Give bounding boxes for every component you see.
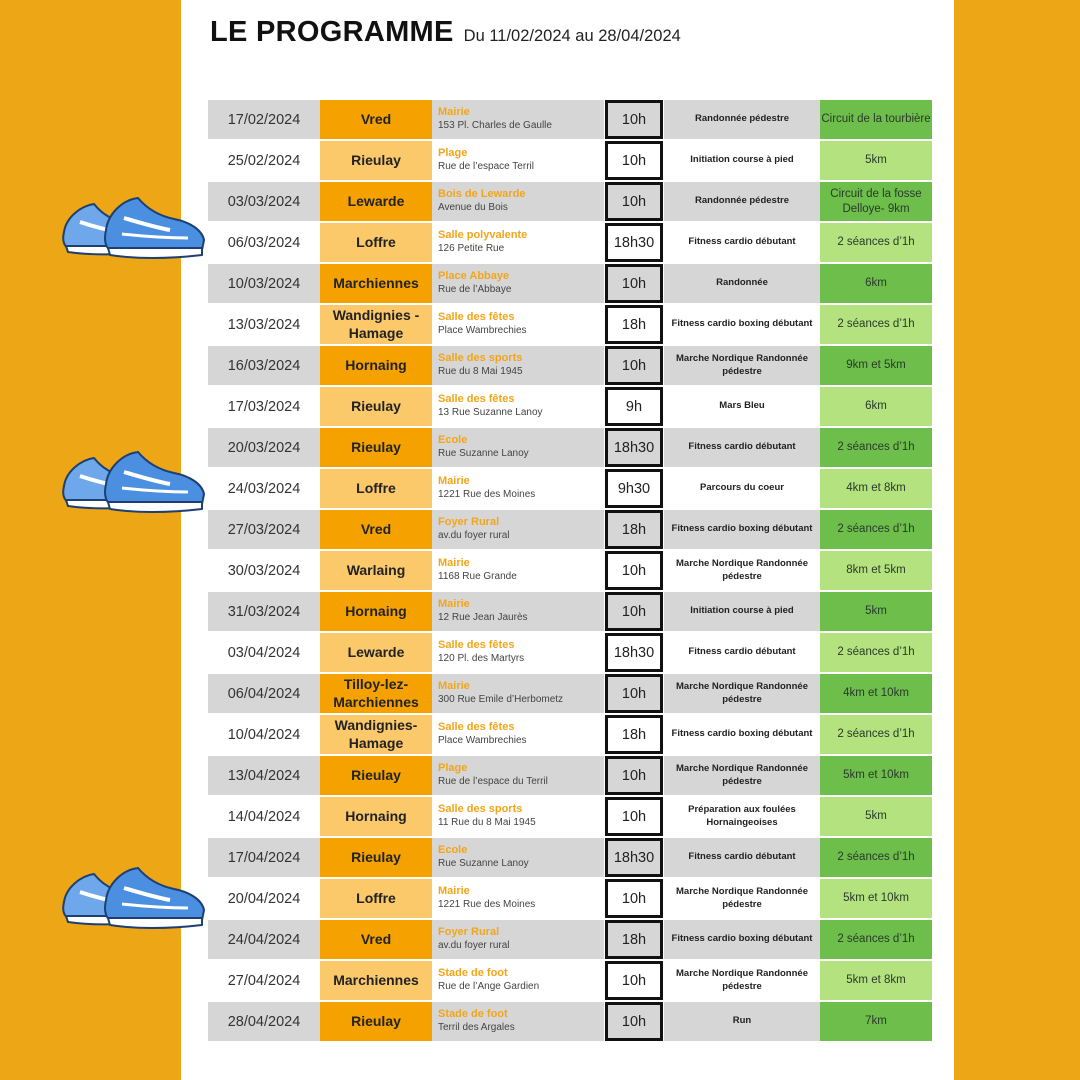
event-date: 20/04/2024 bbox=[208, 879, 320, 918]
event-detail: 5km bbox=[820, 141, 932, 180]
event-location bbox=[432, 756, 604, 795]
event-time: 10h bbox=[605, 1002, 663, 1041]
event-date: 17/03/2024 bbox=[208, 387, 320, 426]
event-time-cell bbox=[604, 182, 664, 221]
table-row bbox=[208, 961, 932, 1000]
schedule-table bbox=[208, 98, 932, 1043]
location-address: Terril des Argales bbox=[438, 1022, 515, 1034]
event-city: Loffre bbox=[320, 223, 432, 262]
event-location bbox=[432, 387, 604, 426]
table-row bbox=[208, 633, 932, 672]
location-address: Place Wambrechies bbox=[438, 325, 527, 337]
event-location bbox=[432, 715, 604, 754]
event-city: Vred bbox=[320, 920, 432, 959]
location-address: Rue de l’Ange Gardien bbox=[438, 981, 540, 993]
location-name: Salle des fêtes bbox=[438, 393, 515, 406]
event-activity: Fitness cardio boxing débutant bbox=[664, 510, 820, 549]
event-date: 17/04/2024 bbox=[208, 838, 320, 877]
table-row bbox=[208, 182, 932, 221]
page-header bbox=[210, 16, 681, 49]
event-detail: 2 séances d’1h bbox=[820, 633, 932, 672]
event-detail: 2 séances d’1h bbox=[820, 920, 932, 959]
event-activity: Mars Bleu bbox=[664, 387, 820, 426]
location-name: Salle des fêtes bbox=[438, 639, 515, 652]
event-city: Rieulay bbox=[320, 387, 432, 426]
location-name: Mairie bbox=[438, 680, 470, 693]
table-row bbox=[208, 1002, 932, 1041]
event-date: 27/04/2024 bbox=[208, 961, 320, 1000]
event-location bbox=[432, 838, 604, 877]
event-time: 18h bbox=[605, 510, 663, 549]
event-date: 28/04/2024 bbox=[208, 1002, 320, 1041]
location-address: Avenue du Bois bbox=[438, 202, 508, 214]
event-location bbox=[432, 100, 604, 139]
event-date: 24/04/2024 bbox=[208, 920, 320, 959]
event-activity: Initiation course à pied bbox=[664, 141, 820, 180]
event-city: Hornaing bbox=[320, 592, 432, 631]
event-location bbox=[432, 797, 604, 836]
event-detail: 4km et 10km bbox=[820, 674, 932, 713]
event-activity: Randonnée bbox=[664, 264, 820, 303]
event-city: Rieulay bbox=[320, 1002, 432, 1041]
event-city: Lewarde bbox=[320, 182, 432, 221]
event-time: 18h30 bbox=[605, 838, 663, 877]
location-address: Rue de l’espace Terril bbox=[438, 161, 534, 173]
event-detail: 5km et 10km bbox=[820, 756, 932, 795]
event-location bbox=[432, 961, 604, 1000]
event-date: 06/04/2024 bbox=[208, 674, 320, 713]
table-row bbox=[208, 879, 932, 918]
event-date: 13/04/2024 bbox=[208, 756, 320, 795]
location-address: Rue de l’espace du Terril bbox=[438, 776, 548, 788]
event-date: 13/03/2024 bbox=[208, 305, 320, 344]
event-city: Rieulay bbox=[320, 756, 432, 795]
event-location bbox=[432, 551, 604, 590]
event-time-cell bbox=[604, 469, 664, 508]
event-time: 10h bbox=[605, 346, 663, 385]
location-address: av.du foyer rural bbox=[438, 940, 510, 952]
table-row bbox=[208, 100, 932, 139]
location-name: Salle des fêtes bbox=[438, 721, 515, 734]
location-name: Mairie bbox=[438, 557, 470, 570]
event-city: Wandignies - Hamage bbox=[320, 305, 432, 344]
event-activity: Marche Nordique Randonnée pédestre bbox=[664, 346, 820, 385]
event-date: 03/03/2024 bbox=[208, 182, 320, 221]
event-detail: 2 séances d’1h bbox=[820, 305, 932, 344]
event-time-cell bbox=[604, 961, 664, 1000]
event-activity: Parcours du coeur bbox=[664, 469, 820, 508]
location-address: 13 Rue Suzanne Lanoy bbox=[438, 407, 543, 419]
event-time: 18h30 bbox=[605, 633, 663, 672]
event-activity: Fitness cardio débutant bbox=[664, 633, 820, 672]
table-row bbox=[208, 141, 932, 180]
event-date: 25/02/2024 bbox=[208, 141, 320, 180]
event-activity: Initiation course à pied bbox=[664, 592, 820, 631]
event-activity: Fitness cardio débutant bbox=[664, 223, 820, 262]
event-date: 14/04/2024 bbox=[208, 797, 320, 836]
location-address: av.du foyer rural bbox=[438, 530, 510, 542]
event-city: Hornaing bbox=[320, 346, 432, 385]
table-row bbox=[208, 264, 932, 303]
event-time-cell bbox=[604, 428, 664, 467]
event-location bbox=[432, 1002, 604, 1041]
event-location bbox=[432, 264, 604, 303]
event-activity: Marche Nordique Randonnée pédestre bbox=[664, 961, 820, 1000]
event-date: 10/04/2024 bbox=[208, 715, 320, 754]
event-detail: 4km et 8km bbox=[820, 469, 932, 508]
event-time: 9h bbox=[605, 387, 663, 426]
event-activity: Marche Nordique Randonnée pédestre bbox=[664, 879, 820, 918]
location-address: 1168 Rue Grande bbox=[438, 571, 517, 583]
event-location bbox=[432, 305, 604, 344]
table-row bbox=[208, 920, 932, 959]
event-city: Rieulay bbox=[320, 428, 432, 467]
location-address: 1221 Rue des Moines bbox=[438, 489, 536, 501]
location-address: Rue du 8 Mai 1945 bbox=[438, 366, 523, 378]
event-location bbox=[432, 879, 604, 918]
event-time-cell bbox=[604, 838, 664, 877]
event-time-cell bbox=[604, 715, 664, 754]
table-row bbox=[208, 510, 932, 549]
event-time-cell bbox=[604, 305, 664, 344]
event-city: Loffre bbox=[320, 879, 432, 918]
page-title: LE PROGRAMME bbox=[210, 16, 454, 48]
event-time-cell bbox=[604, 1002, 664, 1041]
event-location bbox=[432, 141, 604, 180]
location-name: Plage bbox=[438, 762, 468, 775]
event-location bbox=[432, 633, 604, 672]
table-row bbox=[208, 346, 932, 385]
table-row bbox=[208, 305, 932, 344]
event-time: 10h bbox=[605, 674, 663, 713]
event-time-cell bbox=[604, 510, 664, 549]
event-activity: Fitness cardio débutant bbox=[664, 428, 820, 467]
event-date: 06/03/2024 bbox=[208, 223, 320, 262]
location-name: Place Abbaye bbox=[438, 270, 510, 283]
table-row bbox=[208, 387, 932, 426]
event-activity: Marche Nordique Randonnée pédestre bbox=[664, 551, 820, 590]
table-row bbox=[208, 756, 932, 795]
location-address: 120 Pl. des Martyrs bbox=[438, 653, 525, 665]
location-name: Plage bbox=[438, 147, 468, 160]
event-detail: 5km bbox=[820, 592, 932, 631]
table-row bbox=[208, 797, 932, 836]
event-city: Rieulay bbox=[320, 141, 432, 180]
event-time-cell bbox=[604, 633, 664, 672]
location-address: 153 Pl. Charles de Gaulle bbox=[438, 120, 552, 132]
event-location bbox=[432, 592, 604, 631]
event-activity: Préparation aux foulées Hornaingeoises bbox=[664, 797, 820, 836]
event-time-cell bbox=[604, 592, 664, 631]
location-name: Bois de Lewarde bbox=[438, 188, 526, 201]
event-time-cell bbox=[604, 264, 664, 303]
event-location bbox=[432, 346, 604, 385]
event-time: 10h bbox=[605, 141, 663, 180]
event-time-cell bbox=[604, 100, 664, 139]
event-time: 18h bbox=[605, 305, 663, 344]
table-row bbox=[208, 469, 932, 508]
location-name: Ecole bbox=[438, 844, 468, 857]
event-time-cell bbox=[604, 797, 664, 836]
event-location bbox=[432, 510, 604, 549]
event-activity: Fitness cardio boxing débutant bbox=[664, 715, 820, 754]
event-detail: 5km et 10km bbox=[820, 879, 932, 918]
location-name: Salle des fêtes bbox=[438, 311, 515, 324]
event-detail: 5km bbox=[820, 797, 932, 836]
event-time: 10h bbox=[605, 100, 663, 139]
event-location bbox=[432, 674, 604, 713]
event-activity: Randonnée pédestre bbox=[664, 182, 820, 221]
event-time: 10h bbox=[605, 961, 663, 1000]
event-activity: Run bbox=[664, 1002, 820, 1041]
location-name: Stade de foot bbox=[438, 967, 508, 980]
running-shoes-icon bbox=[58, 192, 208, 262]
event-detail: 8km et 5km bbox=[820, 551, 932, 590]
event-city: Wandignies-Hamage bbox=[320, 715, 432, 754]
location-address: 1221 Rue des Moines bbox=[438, 899, 536, 911]
event-city: Vred bbox=[320, 510, 432, 549]
event-activity: Fitness cardio débutant bbox=[664, 838, 820, 877]
event-time-cell bbox=[604, 223, 664, 262]
event-city: Loffre bbox=[320, 469, 432, 508]
table-row bbox=[208, 674, 932, 713]
event-location bbox=[432, 920, 604, 959]
table-row bbox=[208, 592, 932, 631]
event-activity: Marche Nordique Randonnée pédestre bbox=[664, 756, 820, 795]
event-time: 18h30 bbox=[605, 428, 663, 467]
location-address: Place Wambrechies bbox=[438, 735, 527, 747]
event-detail: 6km bbox=[820, 264, 932, 303]
date-range: Du 11/02/2024 au 28/04/2024 bbox=[463, 27, 681, 45]
event-location bbox=[432, 182, 604, 221]
event-location bbox=[432, 223, 604, 262]
event-time-cell bbox=[604, 674, 664, 713]
event-detail: 9km et 5km bbox=[820, 346, 932, 385]
event-activity: Fitness cardio boxing débutant bbox=[664, 920, 820, 959]
event-time-cell bbox=[604, 879, 664, 918]
event-time: 10h bbox=[605, 264, 663, 303]
event-location bbox=[432, 428, 604, 467]
event-detail: 5km et 8km bbox=[820, 961, 932, 1000]
event-date: 03/04/2024 bbox=[208, 633, 320, 672]
location-address: 126 Petite Rue bbox=[438, 243, 505, 255]
event-detail: 6km bbox=[820, 387, 932, 426]
event-detail: 2 séances d’1h bbox=[820, 223, 932, 262]
location-name: Foyer Rural bbox=[438, 516, 500, 529]
location-name: Mairie bbox=[438, 598, 470, 611]
location-address: Rue Suzanne Lanoy bbox=[438, 448, 529, 460]
event-date: 30/03/2024 bbox=[208, 551, 320, 590]
location-name: Salle polyvalente bbox=[438, 229, 528, 242]
event-time: 9h30 bbox=[605, 469, 663, 508]
event-date: 17/02/2024 bbox=[208, 100, 320, 139]
event-city: Marchiennes bbox=[320, 961, 432, 1000]
event-time-cell bbox=[604, 346, 664, 385]
event-date: 20/03/2024 bbox=[208, 428, 320, 467]
location-address: 12 Rue Jean Jaurès bbox=[438, 612, 528, 624]
event-time: 18h30 bbox=[605, 223, 663, 262]
event-time: 10h bbox=[605, 551, 663, 590]
location-name: Stade de foot bbox=[438, 1008, 508, 1021]
event-time-cell bbox=[604, 920, 664, 959]
location-name: Mairie bbox=[438, 106, 470, 119]
event-city: Vred bbox=[320, 100, 432, 139]
event-city: Lewarde bbox=[320, 633, 432, 672]
event-activity: Randonnée pédestre bbox=[664, 100, 820, 139]
event-detail: 2 séances d’1h bbox=[820, 510, 932, 549]
location-address: Rue Suzanne Lanoy bbox=[438, 858, 529, 870]
event-activity: Marche Nordique Randonnée pédestre bbox=[664, 674, 820, 713]
event-time: 10h bbox=[605, 182, 663, 221]
event-time: 10h bbox=[605, 592, 663, 631]
event-time-cell bbox=[604, 387, 664, 426]
location-address: 11 Rue du 8 Mai 1945 bbox=[438, 817, 536, 829]
event-date: 27/03/2024 bbox=[208, 510, 320, 549]
table-row bbox=[208, 838, 932, 877]
event-city: Marchiennes bbox=[320, 264, 432, 303]
event-date: 16/03/2024 bbox=[208, 346, 320, 385]
event-time: 10h bbox=[605, 756, 663, 795]
event-city: Hornaing bbox=[320, 797, 432, 836]
event-detail: Circuit de la fosse Delloye- 9km bbox=[820, 182, 932, 221]
event-location bbox=[432, 469, 604, 508]
location-address: 300 Rue Emile d’Herbometz bbox=[438, 694, 564, 706]
running-shoes-icon bbox=[58, 862, 208, 932]
event-detail: 2 séances d’1h bbox=[820, 838, 932, 877]
location-name: Mairie bbox=[438, 885, 470, 898]
event-date: 10/03/2024 bbox=[208, 264, 320, 303]
running-shoes-icon bbox=[58, 446, 208, 516]
table-row bbox=[208, 551, 932, 590]
event-date: 24/03/2024 bbox=[208, 469, 320, 508]
event-time-cell bbox=[604, 551, 664, 590]
event-activity: Fitness cardio boxing débutant bbox=[664, 305, 820, 344]
event-date: 31/03/2024 bbox=[208, 592, 320, 631]
event-detail: 2 séances d’1h bbox=[820, 715, 932, 754]
event-city: Rieulay bbox=[320, 838, 432, 877]
table-row bbox=[208, 715, 932, 754]
table-row bbox=[208, 223, 932, 262]
location-address: Rue de l’Abbaye bbox=[438, 284, 512, 296]
event-city: Tilloy-lez-Marchiennes bbox=[320, 674, 432, 713]
table-row bbox=[208, 428, 932, 467]
event-time: 18h bbox=[605, 715, 663, 754]
event-time-cell bbox=[604, 141, 664, 180]
location-name: Salle des sports bbox=[438, 352, 523, 365]
location-name: Foyer Rural bbox=[438, 926, 500, 939]
event-detail: 7km bbox=[820, 1002, 932, 1041]
location-name: Mairie bbox=[438, 475, 470, 488]
event-detail: 2 séances d’1h bbox=[820, 428, 932, 467]
location-name: Salle des sports bbox=[438, 803, 523, 816]
location-name: Ecole bbox=[438, 434, 468, 447]
event-time: 10h bbox=[605, 797, 663, 836]
event-time: 10h bbox=[605, 879, 663, 918]
event-city: Warlaing bbox=[320, 551, 432, 590]
event-time: 18h bbox=[605, 920, 663, 959]
event-time-cell bbox=[604, 756, 664, 795]
event-detail: Circuit de la tourbière bbox=[820, 100, 932, 139]
